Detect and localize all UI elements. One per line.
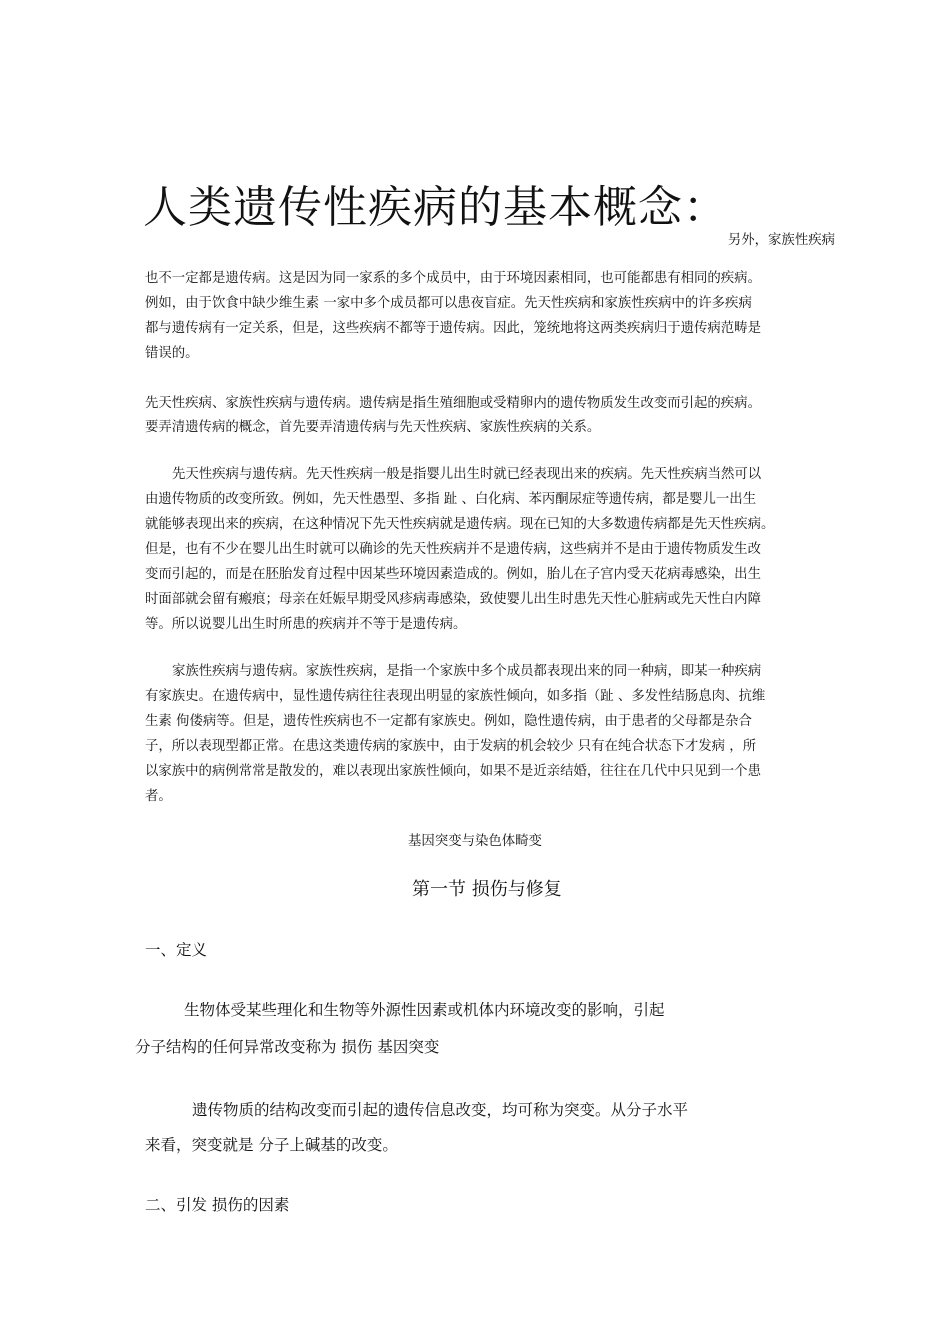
subheading-damage-factors: 二、引发 损伤的因素 [145,1196,290,1214]
paragraph-line: 错误的。 [145,346,199,361]
paragraph-line: 者。 [145,789,172,804]
paragraph-line: 遗传物质的结构改变而引起的遗传信息改变，均可称为突变。从分子水平 [192,1101,689,1119]
section-title: 第一节 损伤与修复 [412,879,562,900]
paragraph-line: 家族性疾病与遗传病。家族性疾病，是指一个家族中多个成员都表现出来的同一种病，即某一种疾病 [172,664,762,679]
paragraph-line: 先天性疾病、家族性疾病与遗传病。遗传病是指生殖细胞或受精卵内的遗传物质发生改变而引起的疾病。 [145,396,761,411]
paragraph-line: 来看，突变就是 分子上碱基的改变。 [145,1136,398,1154]
paragraph-line: 要弄清遗传病的概念，首先要弄清遗传病与先天性疾病、家族性疾病的关系。 [145,420,601,435]
paragraph-line: 先天性疾病与遗传病。先天性疾病一般是指婴儿出生时就已经表现出来的疾病。先天性疾病当然可以 [172,467,762,482]
paragraph-line: 有家族史。在遗传病中，显性遗传病往往表现出明显的家族性倾向，如多指（趾 、多发性结肠息肉、抗维 [145,689,766,704]
paragraph-line: 等。所以说婴儿出生时所患的疾病并不等于是遗传病。 [145,617,467,632]
paragraph-line: 分子结构的任何异常改变称为 损伤 基因突变 [135,1038,440,1056]
paragraph-line: 例如，由于饮食中缺少维生素 一家中多个成员都可以患夜盲症。先天性疾病和家族性疾病中的许多疾病 [145,296,752,311]
paragraph-line: 生物体受某些理化和生物等外源性因素或机体内环境改变的影响，引起 [184,1001,665,1019]
paragraph-line: 时面部就会留有瘢痕；母亲在妊娠早期受风疹病毒感染，致使婴儿出生时患先天性心脏病或先天性白内障 [145,592,761,607]
page-title: 人类遗传性疾病的基本概念： [143,182,728,233]
paragraph-line: 子，所以表现型都正常。在患这类遗传病的家族中，由于发病的机会较少 只有在纯合状态下才发病 ，所 [145,739,757,754]
section-heading-gene: 基因突变与染色体畸变 [408,834,542,849]
subheading-definition: 一、定义 [145,941,208,959]
paragraph-line: 由遗传物质的改变所致。例如，先天性愚型、多指 趾 、白化病、苯丙酮尿症等遗传病，都是婴儿一出生 [145,492,757,507]
paragraph-line: 变而引起的，而是在胚胎发育过程中因某些环境因素造成的。例如，胎儿在子宫内受天花病毒感染，出生 [145,567,761,582]
paragraph-line: 以家族中的病例常常是散发的，难以表现出家族性倾向，如果不是近亲结婚，往往在几代中只见到一个患 [145,764,761,779]
paragraph-line: 就能够表现出来的疾病，在这种情况下先天性疾病就是遗传病。现在已知的大多数遗传病都是先天性疾病。 [145,517,775,532]
paragraph-line: 都与遗传病有一定关系，但是，这些疾病不都等于遗传病。因此，笼统地将这两类疾病归于遗传病范畴是 [145,321,761,336]
paragraph-line: 但是，也有不少在婴儿出生时就可以确诊的先天性疾病并不是遗传病，这些病并不是由于遗传物质发生改 [145,542,761,557]
paragraph-line: 生素 佝偻病等。但是，遗传性疾病也不一定都有家族史。例如，隐性遗传病，由于患者的父母都是杂合 [145,714,752,729]
paragraph-line: 也不一定都是遗传病。这是因为同一家系的多个成员中，由于环境因素相同，也可能都患有相同的疾病。 [145,271,761,286]
right-note: 另外，家族性疾病 [727,233,835,248]
